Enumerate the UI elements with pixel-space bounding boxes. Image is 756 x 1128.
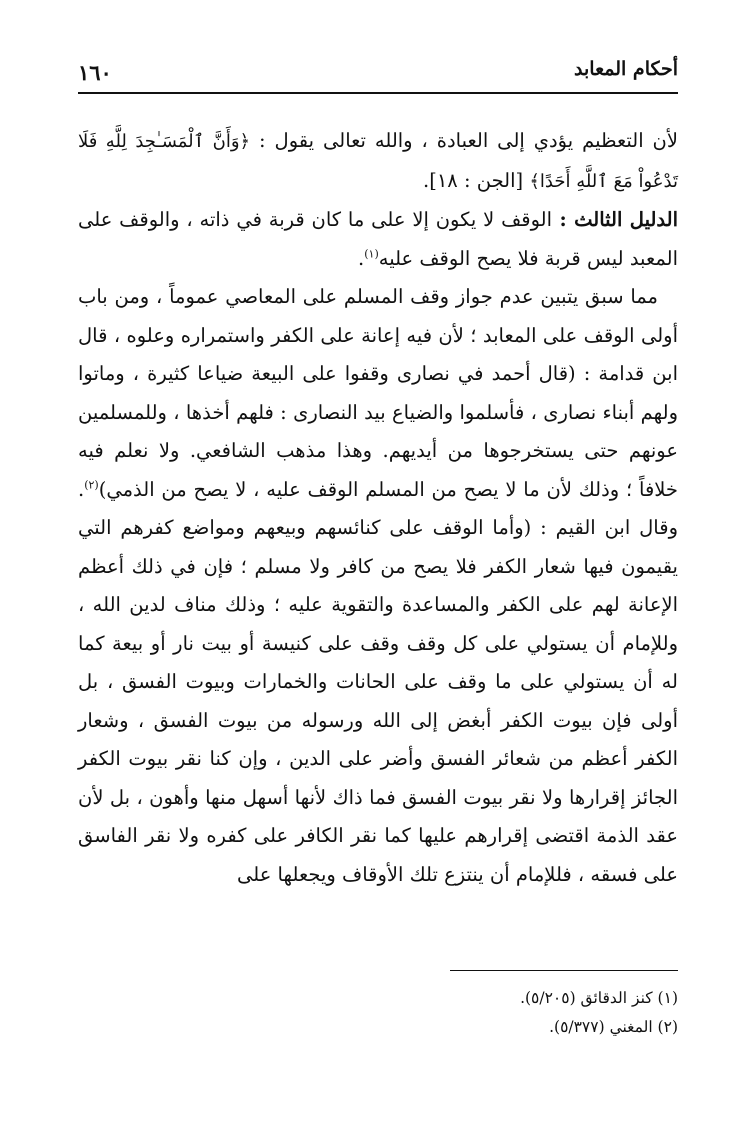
paragraph-3-continuation: . وقال ابن القيم : (وأما الوقف على كنائسهم وبيعهم ومواضع كفرهم التي يقيمون فيها شعار الكفر فلا يصح من كافر ولا مسلم ؛ فإن في ذلك أعظم الإعانة لهم على الكفر والمساعدة والتقوية عليه ؛ وذلك مناف لدين الله ، وللإمام أن يستولي على كل وقف وقف على كنيسة أو بيت نار أو بيعة كما له أن يستولي على ما وقف على الحانات والخمارات وبيوت الفسق ، بل أولى فإن بيوت الكفر أبغض إلى الله ورسوله من بيوت الفسق ، وشعار الكفر أعظم من شعائر الفسق وأضر على الدين ، وإن كنا نقر بيوت الكفر الجائز إقرارها ولا نقر بيوت الفسق فما ذاك لأنها أسهل منها وأهون ، بل لأن عقد الذمة اقتضى إقرارهم عليها كما نقر الكافر على كفره ولا نقر الفاسق على فسقه ، فللإمام أن ينتزع تلك الأوقاف ويجعلها على xyxy=(78,477,678,886)
paragraph-1 xyxy=(78,122,678,201)
verse-reference: [الجن : ١٨]. xyxy=(423,168,530,192)
footnote-marker-2[interactable]: (٢) xyxy=(84,478,99,491)
page-number: ١٦٠ xyxy=(78,60,112,85)
running-title: أحكام المعابد xyxy=(574,58,678,80)
paragraph-1-text: لأن التعظيم يؤدي إلى العبادة ، والله تعالى يقول : xyxy=(250,129,678,152)
quran-verse: ﴿وَأَنَّ ٱلْمَسَـٰجِدَ لِلَّهِ فَلَا تَدْعُواْ مَعَ ٱللَّهِ أَحَدًا﴾ xyxy=(78,131,678,192)
footnote-marker-1[interactable]: (١) xyxy=(364,247,379,260)
paragraph-3 xyxy=(78,278,678,894)
section-lead: الدليل الثالث : xyxy=(552,208,678,231)
paragraph-2-text: الوقف لا يكون إلا على ما كان قربة في ذاته ، والوقف على المعبد ليس قربة فلا يصح الوقف عليه xyxy=(78,208,678,270)
paragraph-3-text: مما سبق يتبين عدم جواز وقف المسلم على المعاصي عموماً ، ومن باب أولى الوقف على المعابد ؛ لأن فيه إعانة على الكفر واستمراره وعلوه ، قال ابن قدامة : (قال أحمد في نصارى وقفوا على البيعة ضياعا كثيرة ، وماتوا ولهم أبناء نصارى ، فأسلموا والضياع بيد النصارى : فلهم أخذها ، وللمسلمين عونهم حتى يستخرجوها من أيديهم. وهذا مذهب الشافعي. ولا نعلم فيه خلافاً ؛ وذلك لأن ما لا يصح من المسلم الوقف عليه ، لا يصح من الذمي) xyxy=(78,285,678,501)
paragraph-2 xyxy=(78,201,678,278)
main-text xyxy=(78,122,678,894)
footnote-1: (١) كنز الدقائق (٥/٢٠٥). xyxy=(520,989,678,1007)
page-header xyxy=(78,46,678,94)
footnote-2: (٢) المغني (٥/٣٧٧). xyxy=(549,1018,678,1036)
footnote-divider xyxy=(450,970,678,971)
paragraph-2-end: . xyxy=(358,246,365,270)
footnotes xyxy=(78,984,678,1042)
